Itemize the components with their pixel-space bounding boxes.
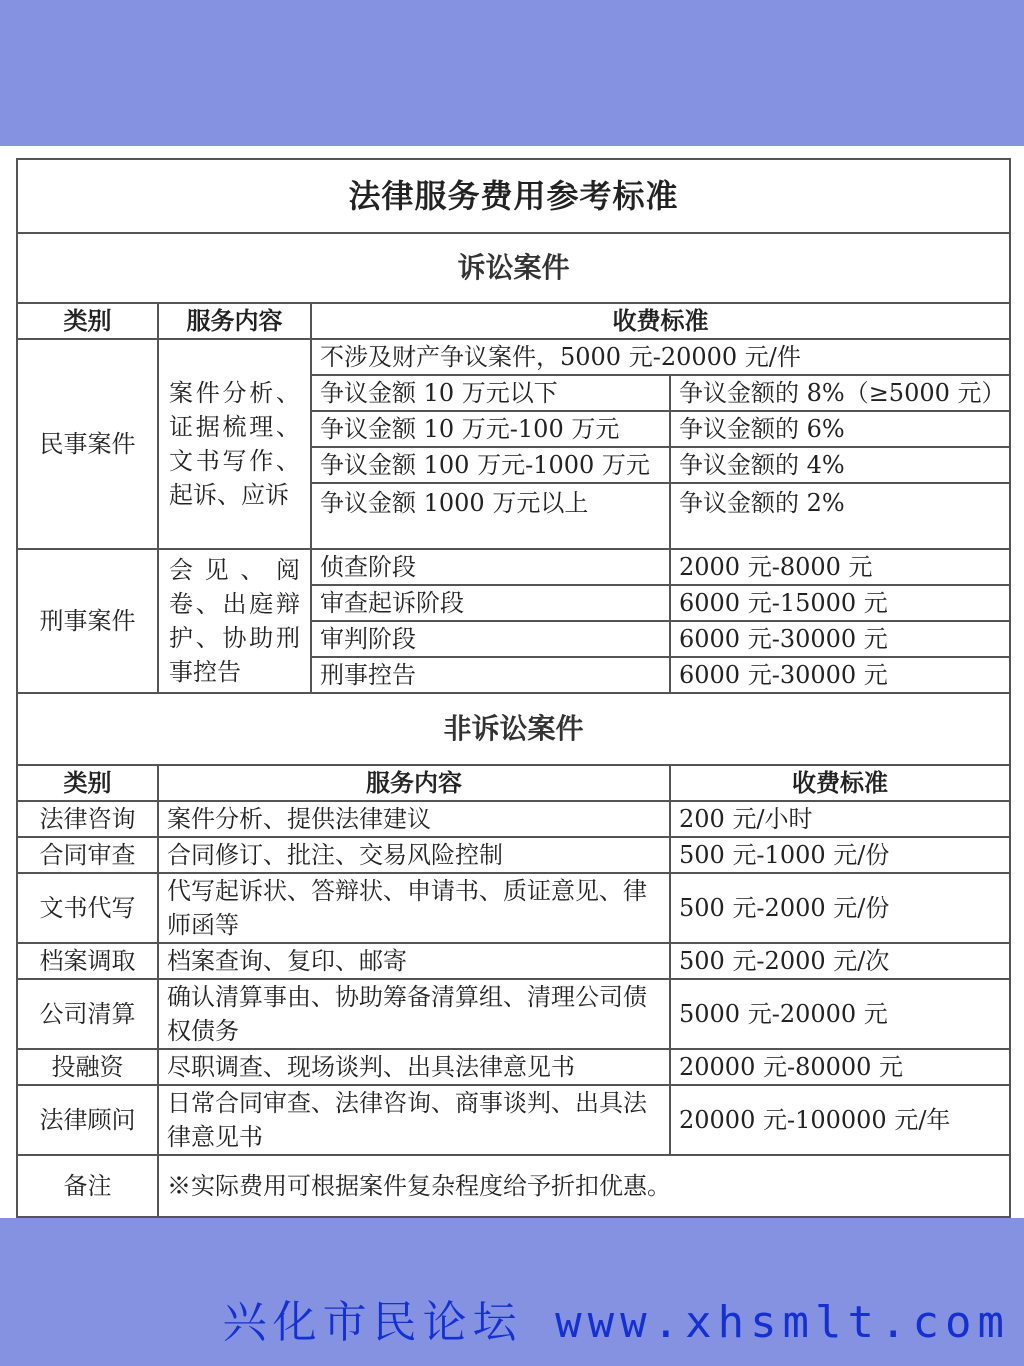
criminal-row-2-stage: 审判阶段 [311, 621, 670, 657]
criminal-row-1-fee: 6000 元-15000 元 [670, 585, 1010, 621]
civil-row-1-fee: 争议金额的 8%（≥5000 元） [670, 375, 1010, 411]
nonlit-row-2-fee: 500 元-2000 元/份 [670, 873, 1010, 943]
lit-header-fee: 收费标准 [311, 303, 1010, 339]
nonlit-row-0-service: 案件分析、提供法律建议 [158, 801, 670, 837]
nonlit-header-fee: 收费标准 [670, 765, 1010, 801]
nonlit-row-4-category: 公司清算 [17, 979, 158, 1049]
criminal-row-2-fee: 6000 元-30000 元 [670, 621, 1010, 657]
lit-header-category: 类别 [17, 303, 158, 339]
nonlit-header-service: 服务内容 [158, 765, 670, 801]
criminal-row-0-stage: 侦查阶段 [311, 549, 670, 585]
nonlit-row-3-service: 档案查询、复印、邮寄 [158, 943, 670, 979]
nonlit-row-6-fee: 20000 元-100000 元/年 [670, 1085, 1010, 1155]
fee-table [16, 158, 1011, 1218]
document-title: 法律服务费用参考标准 [17, 159, 1010, 233]
nonlit-row-3-fee: 500 元-2000 元/次 [670, 943, 1010, 979]
nonlit-row-5-fee: 20000 元-80000 元 [670, 1049, 1010, 1085]
nonlit-row-2-category: 文书代写 [17, 873, 158, 943]
nonlit-row-5-service: 尽职调查、现场谈判、出具法律意见书 [158, 1049, 670, 1085]
nonlit-row-6-service: 日常合同审查、法律咨询、商事谈判、出具法律意见书 [158, 1085, 670, 1155]
criminal-category: 刑事案件 [17, 549, 158, 693]
civil-row-3-fee: 争议金额的 4% [670, 447, 1010, 483]
criminal-row-1-stage: 审查起诉阶段 [311, 585, 670, 621]
lit-header-service: 服务内容 [158, 303, 311, 339]
litigation-heading: 诉讼案件 [17, 233, 1010, 303]
nonlit-row-0-fee: 200 元/小时 [670, 801, 1010, 837]
nonlit-row-3-category: 档案调取 [17, 943, 158, 979]
nonlit-row-5-category: 投融资 [17, 1049, 158, 1085]
non-litigation-heading: 非诉讼案件 [17, 693, 1010, 765]
nonlit-row-0-category: 法律咨询 [17, 801, 158, 837]
nonlit-row-1-category: 合同审查 [17, 837, 158, 873]
nonlit-row-4-service: 确认清算事由、协助筹备清算组、清理公司债权债务 [158, 979, 670, 1049]
fee-document [0, 146, 1024, 1218]
civil-category: 民事案件 [17, 339, 158, 549]
civil-service: 案件分析、证据梳理、文书写作、起诉、应诉 [158, 339, 311, 549]
criminal-row-0-fee: 2000 元-8000 元 [670, 549, 1010, 585]
civil-row-3-basis: 争议金额 100 万元-1000 万元 [311, 447, 670, 483]
site-watermark: 兴化市民论坛 www.xhsmlt.com [222, 1297, 1010, 1348]
civil-row-1-basis: 争议金额 10 万元以下 [311, 375, 670, 411]
nonlit-header-category: 类别 [17, 765, 158, 801]
civil-row-0-basis: 不涉及财产争议案件，5000 元-20000 元/件 [311, 339, 1010, 375]
criminal-row-3-fee: 6000 元-30000 元 [670, 657, 1010, 693]
civil-row-2-basis: 争议金额 10 万元-100 万元 [311, 411, 670, 447]
criminal-service: 会见、阅卷、出庭辩护、协助刑事控告 [158, 549, 311, 693]
criminal-row-3-stage: 刑事控告 [311, 657, 670, 693]
nonlit-row-4-fee: 5000 元-20000 元 [670, 979, 1010, 1049]
nonlit-row-2-service: 代写起诉状、答辩状、申请书、质证意见、律师函等 [158, 873, 670, 943]
remark-label: 备注 [17, 1155, 158, 1217]
nonlit-row-1-service: 合同修订、批注、交易风险控制 [158, 837, 670, 873]
civil-row-4-fee: 争议金额的 2% [670, 483, 1010, 549]
nonlit-row-6-category: 法律顾问 [17, 1085, 158, 1155]
civil-row-2-fee: 争议金额的 6% [670, 411, 1010, 447]
footer-band [0, 1218, 1024, 1366]
civil-row-4-basis: 争议金额 1000 万元以上 [311, 483, 670, 549]
remark-text: ※实际费用可根据案件复杂程度给予折扣优惠。 [158, 1155, 1010, 1217]
nonlit-row-1-fee: 500 元-1000 元/份 [670, 837, 1010, 873]
